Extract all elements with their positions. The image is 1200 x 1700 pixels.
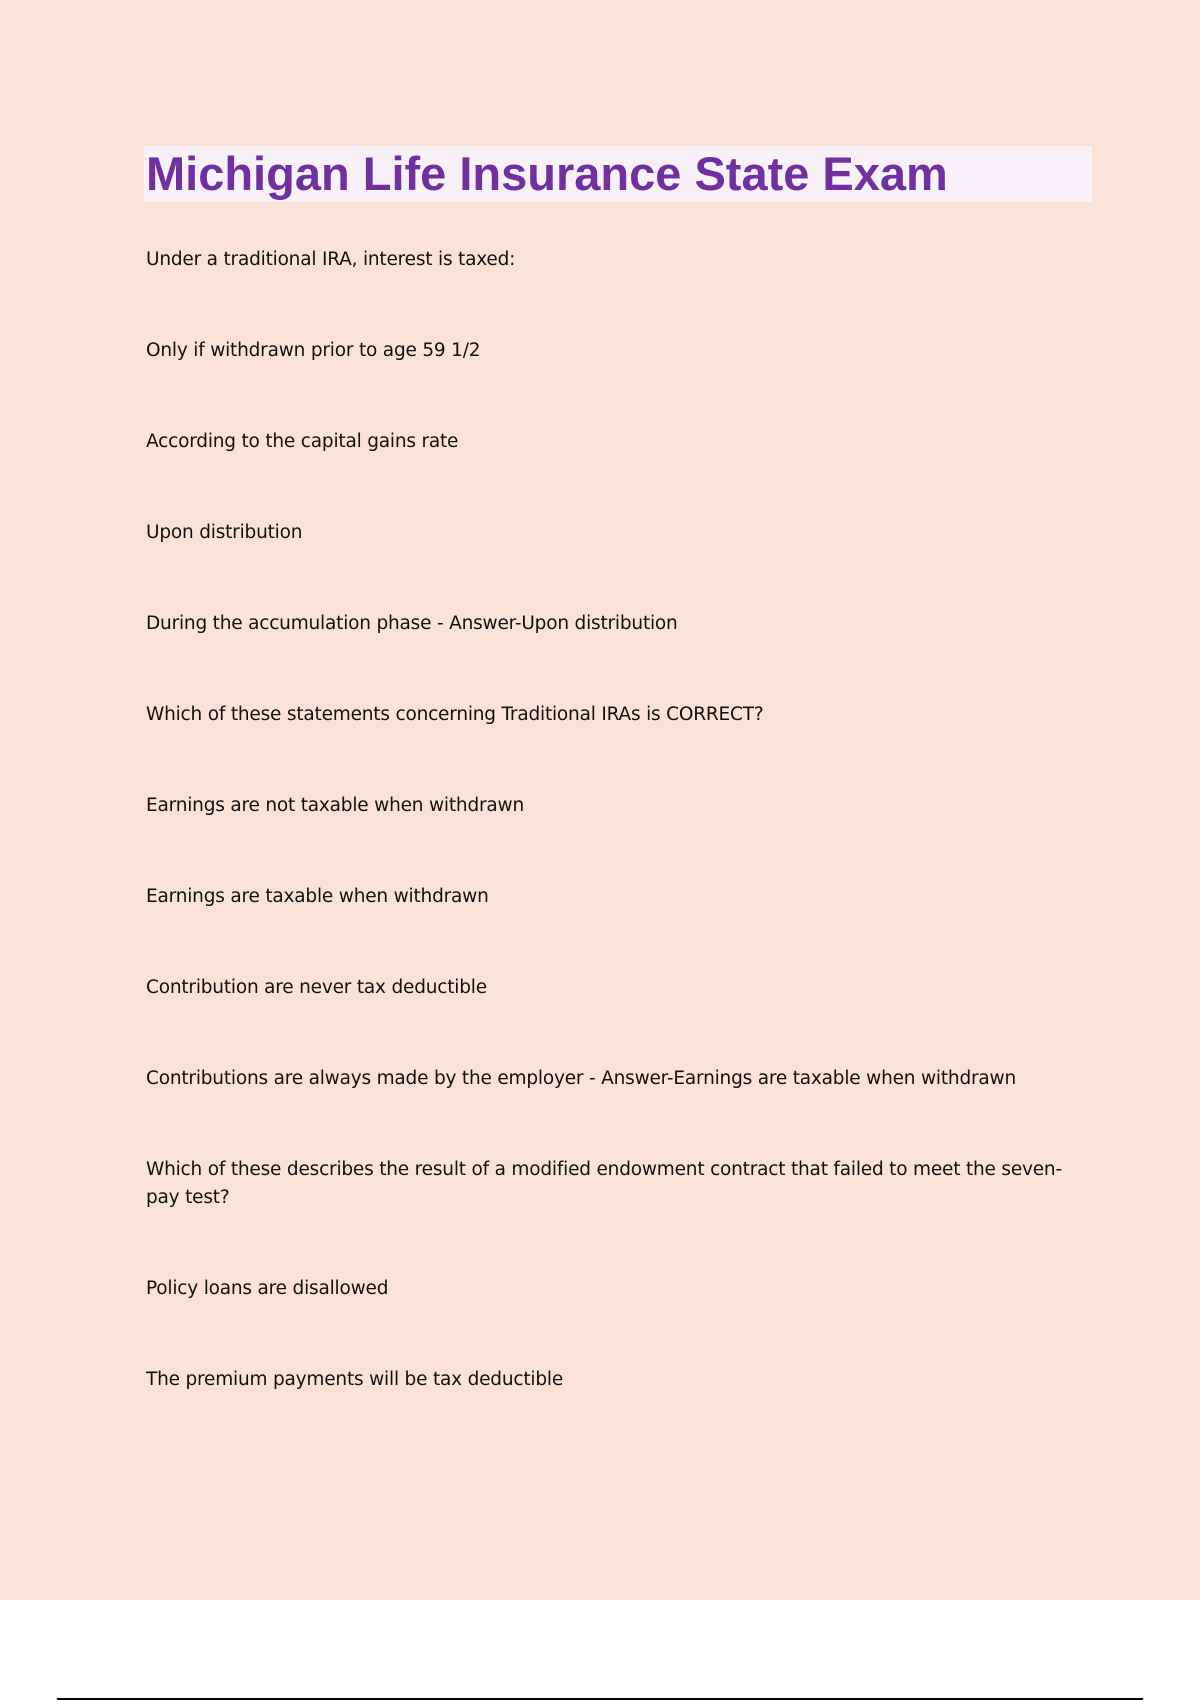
answer-option-line-8: Earnings are taxable when withdrawn — [146, 886, 489, 907]
answer-option-line-9: Contribution are never tax deductible — [146, 977, 487, 998]
answer-option-line-13: The premium payments will be tax deductible — [146, 1369, 564, 1390]
question-line-1: Under a traditional IRA, interest is taxed: — [146, 249, 516, 270]
question-line-11: Which of these describes the result of a modified endowment contract that failed to meet the seven-pay test? — [146, 1159, 1062, 1208]
answer-option-line-12: Policy loans are disallowed — [146, 1278, 389, 1299]
answer-option-line-7: Earnings are not taxable when withdrawn — [146, 795, 524, 816]
question-line-6: Which of these statements concerning Traditional IRAs is CORRECT? — [146, 704, 764, 725]
document-title: Michigan Life Insurance State Exam — [146, 147, 948, 200]
answer-option-line-3: According to the capital gains rate — [146, 431, 459, 452]
answer-option-line-10: Contributions are always made by the employer - Answer-Earnings are taxable when withdrawn — [146, 1068, 1016, 1089]
answer-option-line-2: Only if withdrawn prior to age 59 1/2 — [146, 340, 481, 361]
answer-option-line-5: During the accumulation phase - Answer-Upon distribution — [146, 613, 678, 634]
answer-option-line-4: Upon distribution — [146, 522, 303, 543]
